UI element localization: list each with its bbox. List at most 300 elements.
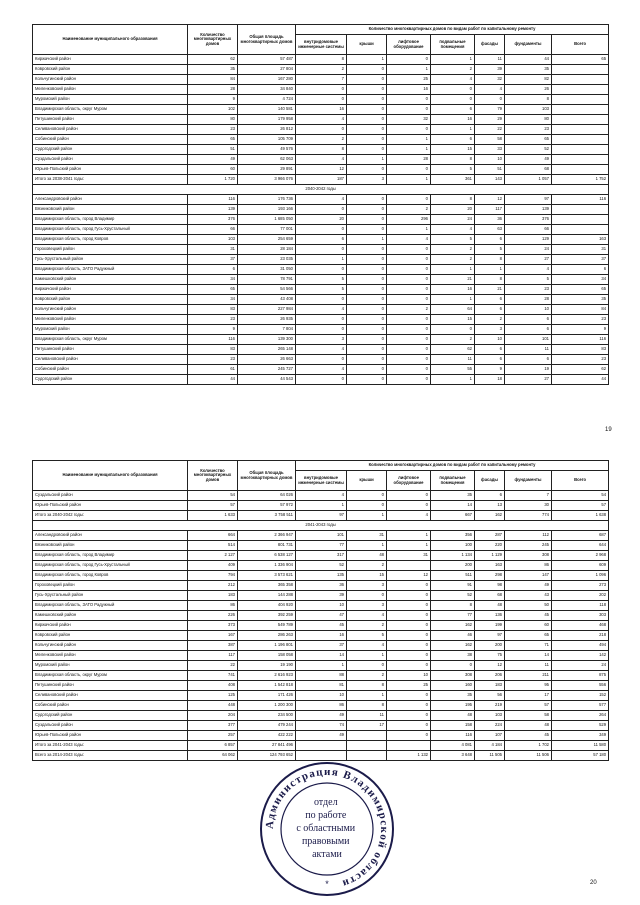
table-cell: 23 bbox=[188, 355, 238, 365]
table-row bbox=[33, 651, 609, 661]
table-cell: 0 bbox=[296, 375, 347, 385]
table-cell: 0 bbox=[347, 491, 387, 501]
municipality-name: Селивановский район bbox=[33, 125, 188, 135]
table-cell: 44 bbox=[505, 55, 552, 65]
table-cell: 0 bbox=[347, 245, 387, 255]
table-cell: 392 259 bbox=[238, 611, 296, 621]
table-cell: 60 bbox=[188, 165, 238, 175]
municipality-name: Ковровский район bbox=[33, 65, 188, 75]
table-cell: 66 bbox=[188, 225, 238, 235]
table-cell: 139 bbox=[188, 205, 238, 215]
table-cell: 61 bbox=[188, 365, 238, 375]
table-cell: 12 bbox=[296, 165, 347, 175]
table-cell: 4 bbox=[347, 641, 387, 651]
table-cell: 11 bbox=[475, 55, 505, 65]
table-cell: 1 bbox=[387, 145, 431, 155]
table-cell: 16 bbox=[296, 105, 347, 115]
municipality-name: Владимирская область, округ Муром bbox=[33, 335, 188, 345]
municipality-name: Владимирская область, ЗАТО Радужный bbox=[33, 601, 188, 611]
table-cell: 0 bbox=[347, 365, 387, 375]
table-cell: 21 bbox=[475, 285, 505, 295]
table-row bbox=[33, 561, 609, 571]
table-cell: 51 bbox=[475, 165, 505, 175]
table-cell: 68 bbox=[475, 591, 505, 601]
table-cell: 8 bbox=[296, 145, 347, 155]
stamp-line: с областными bbox=[296, 823, 356, 834]
table-cell: 2 bbox=[431, 245, 475, 255]
table-cell: 167 bbox=[188, 631, 238, 641]
municipality-name: Киржачский район bbox=[33, 621, 188, 631]
table-row bbox=[33, 711, 609, 721]
table-cell: 4 bbox=[387, 511, 431, 521]
header-elevators: лифтовое оборудование bbox=[387, 471, 431, 491]
table-cell: 1 132 bbox=[387, 751, 431, 761]
table-cell: 4 bbox=[475, 85, 505, 95]
table-cell: 286 263 bbox=[238, 631, 296, 641]
table-cell: 48 bbox=[475, 601, 505, 611]
table-cell: 2 bbox=[431, 65, 475, 75]
table-cell bbox=[347, 731, 387, 741]
table-cell: 303 bbox=[552, 611, 609, 621]
header-count: Количество многоквартирных домов bbox=[188, 461, 238, 491]
table-cell: 57 bbox=[188, 501, 238, 511]
table-cell: 1 bbox=[296, 661, 347, 671]
table-cell: 26 663 bbox=[238, 355, 296, 365]
table-cell: 0 bbox=[347, 285, 387, 295]
municipality-name: Итого за 2041-2043 годы: bbox=[33, 741, 188, 751]
table-row bbox=[33, 245, 609, 255]
table-row bbox=[33, 541, 609, 551]
table-cell: 0 bbox=[387, 601, 431, 611]
table-cell: 220 bbox=[475, 541, 505, 551]
table-cell: 57 bbox=[552, 501, 609, 511]
table-cell: 529 bbox=[552, 721, 609, 731]
table-cell: 147 bbox=[505, 571, 552, 581]
table-cell: 3 573 621 bbox=[238, 571, 296, 581]
table-cell: 287 bbox=[475, 531, 505, 541]
table-cell: 408 bbox=[188, 681, 238, 691]
header-engineering: внутридомовые инженерные системы bbox=[296, 35, 347, 55]
table-cell: 28 bbox=[505, 295, 552, 305]
table-cell: 8 bbox=[475, 275, 505, 285]
table-cell: 71 bbox=[505, 641, 552, 651]
table-cell: 0 bbox=[296, 225, 347, 235]
table-cell: 65 bbox=[188, 285, 238, 295]
table-cell: 1 bbox=[387, 541, 431, 551]
table-cell: 6 bbox=[475, 491, 505, 501]
table-cell: 11 bbox=[505, 661, 552, 671]
table-cell: 0 bbox=[347, 315, 387, 325]
table-cell: 0 bbox=[347, 165, 387, 175]
table-cell: 0 bbox=[387, 581, 431, 591]
table-row bbox=[33, 285, 609, 295]
table-cell: 112 bbox=[505, 531, 552, 541]
table-cell: 32 bbox=[387, 115, 431, 125]
table-cell: 3 758 511 bbox=[238, 511, 296, 521]
table-cell: 376 bbox=[188, 215, 238, 225]
table-cell: 81 bbox=[296, 681, 347, 691]
table-row bbox=[33, 511, 609, 521]
table-cell bbox=[296, 741, 347, 751]
table-cell: 0 bbox=[347, 115, 387, 125]
table-cell: 204 bbox=[188, 711, 238, 721]
municipality-name: Всего за 2014-2043 годы: bbox=[33, 751, 188, 761]
table-cell: 3 966 076 bbox=[238, 175, 296, 185]
table-cell: 39 bbox=[475, 65, 505, 75]
table-row bbox=[33, 345, 609, 355]
stamp-line: актами bbox=[312, 849, 342, 860]
table-cell: 140 581 bbox=[238, 105, 296, 115]
table-row bbox=[33, 741, 609, 751]
header-works-group: Количество многоквартирных домов по видам работ по капитальному ремонту bbox=[296, 461, 609, 471]
table-cell: 0 bbox=[387, 125, 431, 135]
table-cell: 12 bbox=[475, 661, 505, 671]
table-cell: 0 bbox=[387, 641, 431, 651]
table-cell bbox=[552, 95, 609, 105]
table-cell: 65 bbox=[188, 135, 238, 145]
table-cell: 15 bbox=[431, 145, 475, 155]
municipality-name: Юрьев-Польский район bbox=[33, 165, 188, 175]
table-cell: 35 bbox=[505, 65, 552, 75]
table-cell: 49 576 bbox=[238, 145, 296, 155]
table-cell: 422 222 bbox=[238, 731, 296, 741]
table-cell: 45 bbox=[505, 731, 552, 741]
table-cell: 64 bbox=[431, 305, 475, 315]
table-cell: 211 bbox=[505, 671, 552, 681]
group-label: 2041-2043 годы bbox=[33, 521, 609, 531]
table-cell: 8 bbox=[347, 701, 387, 711]
table-cell: 58 bbox=[505, 711, 552, 721]
municipality-name: Судогодский район bbox=[33, 375, 188, 385]
table-cell: 10 bbox=[296, 691, 347, 701]
table-cell: 356 bbox=[431, 531, 475, 541]
table-cell: 162 bbox=[431, 621, 475, 631]
table-cell: 5 bbox=[296, 275, 347, 285]
table-cell: 234 500 bbox=[238, 711, 296, 721]
table-cell: 160 bbox=[431, 681, 475, 691]
table-cell: 227 984 bbox=[238, 305, 296, 315]
table-cell: 11 bbox=[505, 345, 552, 355]
table-cell: 1 685 050 bbox=[238, 215, 296, 225]
table-cell: 54 bbox=[552, 491, 609, 501]
header-name: Наименование муниципального образования bbox=[33, 461, 188, 491]
table-row bbox=[33, 155, 609, 165]
table-cell: 0 bbox=[387, 265, 431, 275]
table-cell: 2 bbox=[347, 671, 387, 681]
table-cell: 62 063 bbox=[238, 155, 296, 165]
table-cell: 14 bbox=[505, 651, 552, 661]
table-cell: 84 bbox=[188, 75, 238, 85]
table-cell: 0 bbox=[387, 651, 431, 661]
table-cell: 35 bbox=[431, 491, 475, 501]
table-row bbox=[33, 661, 609, 671]
header-works-group: Количество многоквартирных домов по видам работ по капитальному ремонту bbox=[296, 25, 609, 35]
table-cell: 158 bbox=[431, 721, 475, 731]
table-cell: 4 724 bbox=[238, 95, 296, 105]
table-cell: 3 648 bbox=[431, 751, 475, 761]
table-row bbox=[33, 621, 609, 631]
header-roofs: крыши bbox=[347, 35, 387, 55]
table-cell: 549 789 bbox=[238, 621, 296, 631]
table-cell: 49 bbox=[505, 155, 552, 165]
table-cell: 10 bbox=[296, 601, 347, 611]
table-cell: 4 bbox=[296, 491, 347, 501]
table-cell: 6 bbox=[505, 355, 552, 365]
table-cell: 0 bbox=[387, 375, 431, 385]
table-row bbox=[33, 305, 609, 315]
table-cell: 0 bbox=[296, 125, 347, 135]
table-cell: 0 bbox=[387, 195, 431, 205]
municipality-name: Собинский район bbox=[33, 701, 188, 711]
table-cell: 0 bbox=[387, 701, 431, 711]
table-cell: 2 968 bbox=[552, 551, 609, 561]
table-cell: 162 bbox=[475, 511, 505, 521]
table-cell: 1 bbox=[347, 155, 387, 165]
table-cell: 0 bbox=[387, 315, 431, 325]
table-cell bbox=[387, 741, 431, 751]
table-cell: 226 bbox=[188, 611, 238, 621]
table-row bbox=[33, 375, 609, 385]
table-cell: 1 336 904 bbox=[238, 561, 296, 571]
table-cell: 3 bbox=[347, 601, 387, 611]
table-row bbox=[33, 275, 609, 285]
table-row bbox=[33, 235, 609, 245]
table-cell: 11 580 bbox=[552, 741, 609, 751]
table-cell: 187 bbox=[296, 175, 347, 185]
header-area: Общая площадь многоквартирных домов bbox=[238, 461, 296, 491]
table-cell: 4 bbox=[387, 235, 431, 245]
table-row bbox=[33, 125, 609, 135]
table-cell: 0 bbox=[296, 355, 347, 365]
table-cell: 667 bbox=[431, 511, 475, 521]
table-cell: 54 566 bbox=[238, 285, 296, 295]
table-cell: 4 bbox=[347, 611, 387, 621]
table-cell: 30 bbox=[505, 501, 552, 511]
table-cell: 298 bbox=[475, 571, 505, 581]
table-row bbox=[33, 95, 609, 105]
municipality-name: Владимирская область, город Владимир bbox=[33, 215, 188, 225]
table-row bbox=[33, 115, 609, 125]
table-cell: 62 bbox=[431, 345, 475, 355]
table-cell: 1 200 300 bbox=[238, 701, 296, 711]
stamp-line: правовыми bbox=[301, 836, 350, 847]
table-cell: 6 bbox=[188, 265, 238, 275]
table-row bbox=[33, 145, 609, 155]
table-cell: 117 bbox=[475, 205, 505, 215]
table-cell: 349 bbox=[552, 731, 609, 741]
municipality-name: Итого за 2040-2042 годы: bbox=[33, 511, 188, 521]
table-cell: 15 bbox=[431, 315, 475, 325]
table-cell: 365 358 bbox=[238, 581, 296, 591]
table-cell: 6 bbox=[505, 325, 552, 335]
table-cell: 28 184 bbox=[238, 245, 296, 255]
table-cell: 11 bbox=[431, 355, 475, 365]
table-cell: 0 bbox=[387, 721, 431, 731]
table-cell: 12 bbox=[387, 571, 431, 581]
table-row bbox=[33, 55, 609, 65]
table-cell: 404 920 bbox=[238, 601, 296, 611]
table-cell: 6 bbox=[431, 105, 475, 115]
table-cell: 35 bbox=[188, 65, 238, 75]
table-cell: 34 bbox=[188, 295, 238, 305]
header-name: Наименование муниципального образования bbox=[33, 25, 188, 55]
table-cell: 0 bbox=[347, 275, 387, 285]
table-cell: 0 bbox=[296, 265, 347, 275]
header-count: Количество многоквартирных домов bbox=[188, 25, 238, 55]
table-cell: 3 bbox=[475, 325, 505, 335]
table-cell: 84 bbox=[552, 305, 609, 315]
table-cell: 29 891 bbox=[238, 165, 296, 175]
table-cell: 103 bbox=[188, 235, 238, 245]
table-cell: 644 bbox=[552, 541, 609, 551]
table-cell: 23 bbox=[552, 355, 609, 365]
table-cell: 2 bbox=[387, 205, 431, 215]
table-row bbox=[33, 85, 609, 95]
municipality-name: Муромский район bbox=[33, 95, 188, 105]
table-cell: 11 505 bbox=[475, 751, 505, 761]
table-cell bbox=[296, 751, 347, 761]
header-engineering: внутридомовые инженерные системы bbox=[296, 471, 347, 491]
table-cell: 52 bbox=[505, 145, 552, 155]
table-cell: 264 bbox=[552, 711, 609, 721]
table-cell: 116 bbox=[188, 335, 238, 345]
municipality-name: Александровский район bbox=[33, 195, 188, 205]
table-cell bbox=[552, 115, 609, 125]
table-cell: 609 bbox=[552, 561, 609, 571]
table-cell: 10 bbox=[387, 671, 431, 681]
table-cell: 116 bbox=[188, 195, 238, 205]
table-row bbox=[33, 751, 609, 761]
table-cell: 35 bbox=[431, 691, 475, 701]
table-cell: 116 bbox=[552, 335, 609, 345]
table-cell: 139 bbox=[505, 205, 552, 215]
table-cell: 2 bbox=[431, 255, 475, 265]
table-cell: 0 bbox=[296, 245, 347, 255]
table-cell: 34 bbox=[188, 275, 238, 285]
table-cell: 4 bbox=[296, 155, 347, 165]
table-cell: 46 bbox=[431, 631, 475, 641]
table-cell: 4 bbox=[431, 75, 475, 85]
table-cell: 373 bbox=[188, 621, 238, 631]
table-cell: 136 bbox=[475, 611, 505, 621]
table-cell: 68 bbox=[505, 165, 552, 175]
table-cell: 0 bbox=[347, 375, 387, 385]
table-cell: 83 bbox=[552, 345, 609, 355]
header-facades: фасады bbox=[475, 471, 505, 491]
header-foundations: фундаменты bbox=[505, 471, 552, 491]
table-cell: 206 bbox=[475, 671, 505, 681]
table-row bbox=[33, 491, 609, 501]
table-cell: 66 bbox=[505, 225, 552, 235]
table-row bbox=[33, 215, 609, 225]
table-cell: 179 958 bbox=[238, 115, 296, 125]
table-cell: 687 bbox=[552, 531, 609, 541]
table-cell: 65 bbox=[505, 631, 552, 641]
table-row bbox=[33, 671, 609, 681]
table-cell: 57 972 bbox=[238, 501, 296, 511]
table-cell: 0 bbox=[387, 501, 431, 511]
table-cell: 86 bbox=[188, 601, 238, 611]
table-cell: 5 bbox=[347, 631, 387, 641]
table-cell: 494 bbox=[552, 641, 609, 651]
table-cell: 31 050 bbox=[238, 265, 296, 275]
table-cell: 1 633 bbox=[188, 511, 238, 521]
municipality-name: Муромский район bbox=[33, 325, 188, 335]
table-cell: 125 bbox=[188, 691, 238, 701]
table-cell bbox=[347, 741, 387, 751]
table-cell: 0 bbox=[387, 631, 431, 641]
table-cell: 13 bbox=[475, 501, 505, 511]
table-cell: 15 bbox=[347, 571, 387, 581]
table-cell: 62 bbox=[552, 365, 609, 375]
table-cell: 3 bbox=[347, 581, 387, 591]
table-cell: 52 bbox=[296, 561, 347, 571]
table-cell: 1 bbox=[387, 175, 431, 185]
table-cell: 27 841 496 bbox=[238, 741, 296, 751]
table-cell: 47 bbox=[296, 611, 347, 621]
table-cell: 28 bbox=[387, 155, 431, 165]
table-cell: 5 bbox=[431, 165, 475, 175]
table-cell: 0 bbox=[347, 125, 387, 135]
table-cell: 6 bbox=[475, 355, 505, 365]
table-row bbox=[33, 591, 609, 601]
table-row bbox=[33, 721, 609, 731]
municipality-name: Владимирская область, округ Муром bbox=[33, 105, 188, 115]
table-row bbox=[33, 571, 609, 581]
table-cell: 0 bbox=[347, 95, 387, 105]
table-cell: 77 bbox=[431, 611, 475, 621]
official-stamp bbox=[258, 760, 396, 898]
table-cell: 0 bbox=[347, 325, 387, 335]
table-row bbox=[33, 135, 609, 145]
table-cell: 0 bbox=[296, 95, 347, 105]
table-row bbox=[33, 641, 609, 651]
municipality-name: Петушинский район bbox=[33, 681, 188, 691]
header-roofs: крыши bbox=[347, 471, 387, 491]
table-cell: 0 bbox=[387, 661, 431, 671]
table-cell: 2 366 947 bbox=[238, 531, 296, 541]
table-cell: 163 bbox=[475, 561, 505, 571]
municipality-name: Киржачский район bbox=[33, 55, 188, 65]
table-cell: 55 bbox=[431, 365, 475, 375]
table-cell: 0 bbox=[347, 145, 387, 155]
table-cell: 0 bbox=[347, 195, 387, 205]
table-cell: 0 bbox=[387, 165, 431, 175]
table-cell: 129 bbox=[505, 235, 552, 245]
table-row bbox=[33, 205, 609, 215]
table-cell: 0 bbox=[347, 225, 387, 235]
table-cell: 24 bbox=[505, 245, 552, 255]
municipality-name: Итого за 2038-2041 годы: bbox=[33, 175, 188, 185]
table-cell: 97 bbox=[296, 511, 347, 521]
municipality-name: Юрьев-Польский район bbox=[33, 501, 188, 511]
municipality-name: Александровский район bbox=[33, 531, 188, 541]
table-cell: 1 bbox=[347, 235, 387, 245]
municipality-name: Гусь-Хрустальный район bbox=[33, 591, 188, 601]
table-cell: 308 bbox=[431, 671, 475, 681]
table-cell: 10 bbox=[475, 155, 505, 165]
table-cell: 199 bbox=[475, 621, 505, 631]
municipality-name: Ковровский район bbox=[33, 631, 188, 641]
table-cell: 100 bbox=[431, 541, 475, 551]
table-cell: 200 bbox=[475, 641, 505, 651]
table-row bbox=[33, 531, 609, 541]
table-cell: 1 bbox=[431, 55, 475, 65]
table-cell: 49 bbox=[296, 711, 347, 721]
table-cell: 64 026 bbox=[238, 491, 296, 501]
table-cell: 8 bbox=[347, 681, 387, 691]
table-cell: 4 bbox=[296, 305, 347, 315]
